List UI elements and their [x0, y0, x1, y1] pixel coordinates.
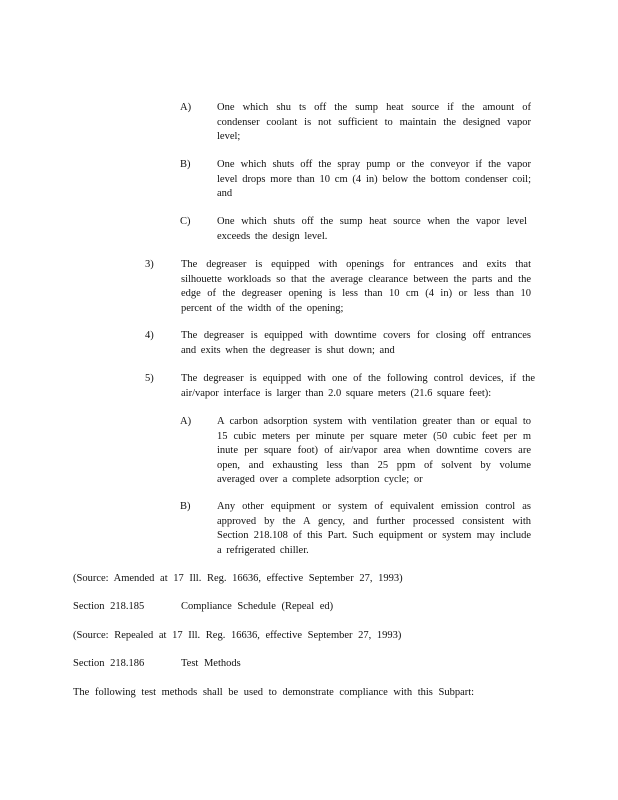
source-note-repealed: (Source: Repealed at 17 Ill. Reg. 16636, effective September 27, 1993) — [73, 630, 402, 641]
item-a1-label: A) — [180, 102, 192, 113]
item-b2-text: Any other equipment or system of equivalent emission control as approved by the A gency, and further processed consistent with Section 218.108 of this Part. Such equipment or system may include a refrigerated chiller. — [217, 501, 531, 556]
item-a2-text: A carbon adsorption system with ventilation greater than or equal to 15 cubic meters per minute per square meter (50 cubic feet per m inute per square foot) of air/vapor area when downtime covers are open, and exhausting less than 25 ppm of solvent by volume averaged over a complete adsorption cycle; or — [217, 416, 531, 485]
item-3-label: 3) — [145, 259, 154, 270]
item-c1-label: C) — [180, 216, 191, 227]
item-b1-text: One which shuts off the spray pump or the conveyor if the vapor level drops more than 10 cm (4 in) below the bottom condenser coil; and — [217, 159, 531, 199]
item-a2-label: A) — [180, 416, 192, 427]
item-b1-label: B) — [180, 159, 191, 170]
item-3-text: The degreaser is equipped with openings for entrances and exits that silhouette workloads so that the average clearance between the parts and the edge of the degreaser opening is less than 10 cm (4 in) or less than 10 percent of the width of the opening; — [181, 259, 531, 314]
item-5-label: 5) — [145, 373, 154, 384]
section-218-185-number: Section 218.185 — [73, 601, 145, 612]
section-218-185-title: Compliance Schedule (Repeal ed) — [181, 601, 334, 612]
item-b2-label: B) — [180, 501, 191, 512]
item-c1-text: One which shuts off the sump heat source when the vapor level exceeds the design level. — [217, 216, 527, 242]
source-note-amended: (Source: Amended at 17 Ill. Reg. 16636, effective September 27, 1993) — [73, 573, 403, 584]
item-4-text: The degreaser is equipped with downtime covers for closing off entrances and exits when the degreaser is shut down; and — [181, 330, 531, 356]
test-methods-intro: The following test methods shall be used to demonstrate compliance with this Subpart: — [73, 687, 475, 698]
section-218-186-number: Section 218.186 — [73, 658, 145, 669]
item-5-text: The degreaser is equipped with one of the following control devices, if the air/vapor interface is larger than 2.0 square meters (21.6 square feet): — [181, 373, 535, 399]
section-218-186-title: Test Methods — [181, 658, 241, 669]
item-a1-text: One which shu ts off the sump heat source if the amount of condenser coolant is not sufficient to maintain the designed vapor level; — [217, 102, 531, 142]
item-4-label: 4) — [145, 330, 154, 341]
